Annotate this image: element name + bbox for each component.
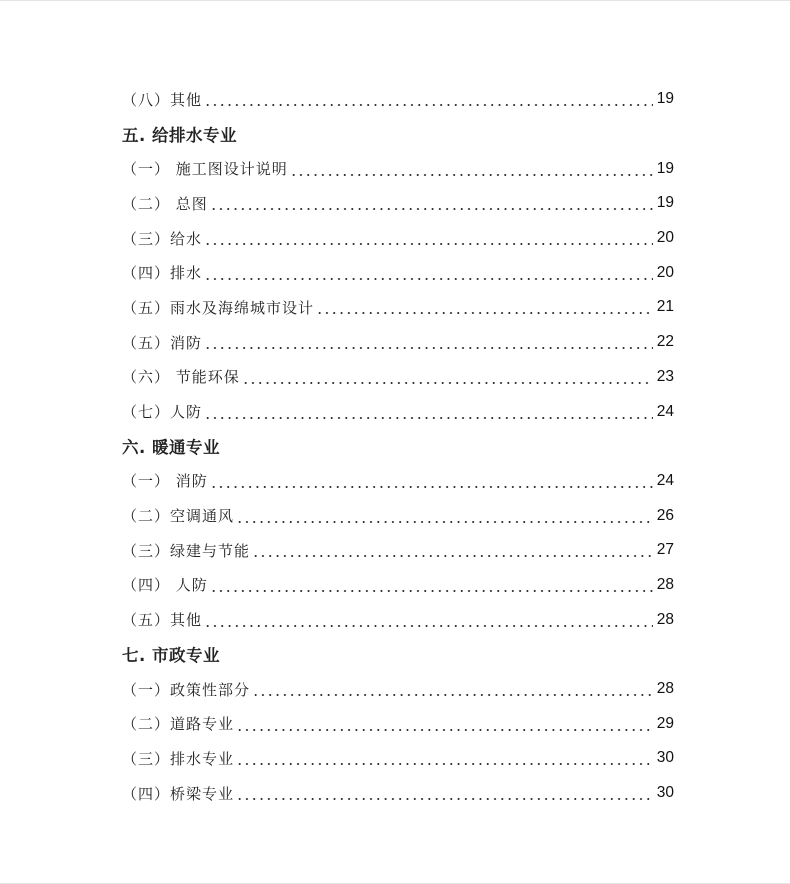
dot-leader	[204, 104, 653, 106]
toc-entry-label: （五）雨水及海绵城市设计	[122, 298, 315, 317]
toc-entry-label: （四）排水	[122, 264, 203, 283]
toc-entry[interactable]	[122, 741, 674, 776]
toc-page-number: 20	[656, 263, 674, 281]
toc-page-number: 30	[656, 749, 674, 767]
toc-entry-label: （二）道路专业	[122, 715, 235, 734]
dot-leader	[242, 382, 653, 384]
toc-page-number: 19	[656, 90, 674, 108]
table-of-contents	[122, 82, 674, 810]
toc-page-number: 28	[656, 680, 674, 698]
dot-leader	[290, 174, 653, 176]
dot-leader	[204, 243, 653, 245]
toc-entry[interactable]	[122, 186, 674, 221]
toc-entry-label: （五）其他	[122, 611, 203, 630]
dot-leader	[252, 555, 653, 557]
toc-entry[interactable]	[122, 706, 674, 741]
dot-leader	[236, 729, 653, 731]
toc-page-number: 19	[656, 159, 674, 177]
dot-leader	[316, 312, 653, 314]
toc-entry-label: （四） 人防	[122, 576, 208, 595]
dot-leader	[252, 694, 653, 696]
toc-entry-label: （六） 节能环保	[122, 368, 240, 387]
toc-entry[interactable]	[122, 776, 674, 811]
toc-entry-label: （三）绿建与节能	[122, 541, 251, 560]
toc-entry[interactable]	[122, 221, 674, 256]
toc-entry-label: （八）其他	[122, 90, 203, 109]
toc-page-number: 19	[656, 194, 674, 212]
toc-entry-label: （三）排水专业	[122, 749, 235, 768]
toc-entry-label: （一） 施工图设计说明	[122, 160, 288, 179]
toc-entry[interactable]	[122, 360, 674, 395]
toc-page-number: 26	[656, 506, 674, 524]
toc-entry[interactable]	[122, 533, 674, 568]
toc-page-number: 24	[656, 471, 674, 489]
toc-entry-label: （一）政策性部分	[122, 680, 251, 699]
dot-leader	[236, 763, 653, 765]
toc-entry-label: （二） 总图	[122, 194, 208, 213]
toc-entry[interactable]	[122, 602, 674, 637]
section-title: 五. 给排水专业	[122, 126, 238, 146]
toc-page-number: 23	[656, 367, 674, 385]
toc-page-number: 20	[656, 229, 674, 247]
dot-leader	[210, 208, 653, 210]
toc-entry[interactable]	[122, 568, 674, 603]
toc-entry[interactable]	[122, 464, 674, 499]
dot-leader	[204, 417, 653, 419]
dot-leader	[210, 486, 653, 488]
dot-leader	[204, 347, 653, 349]
section-title: 七. 市政专业	[122, 646, 221, 666]
toc-entry-label: （三）给水	[122, 229, 203, 248]
toc-entry[interactable]	[122, 498, 674, 533]
toc-entry-label: （七）人防	[122, 403, 203, 422]
dot-leader	[236, 798, 653, 800]
toc-section-heading	[122, 117, 674, 152]
toc-section-heading	[122, 429, 674, 464]
toc-entry-label: （五）消防	[122, 333, 203, 352]
toc-page-number: 28	[656, 610, 674, 628]
dot-leader	[204, 625, 653, 627]
toc-page-number: 24	[656, 402, 674, 420]
toc-section-heading	[122, 637, 674, 672]
dot-leader	[236, 521, 653, 523]
toc-page-number: 21	[656, 298, 674, 316]
toc-page-number: 27	[656, 541, 674, 559]
section-title: 六. 暖通专业	[122, 438, 221, 458]
toc-entry[interactable]	[122, 672, 674, 707]
toc-page-number: 28	[656, 575, 674, 593]
dot-leader	[204, 278, 653, 280]
toc-page-number: 29	[656, 714, 674, 732]
toc-page-number: 22	[656, 333, 674, 351]
dot-leader	[210, 590, 653, 592]
toc-entry[interactable]	[122, 82, 674, 117]
toc-entry-label: （一） 消防	[122, 472, 208, 491]
toc-entry[interactable]	[122, 325, 674, 360]
toc-entry-label: （四）桥梁专业	[122, 784, 235, 803]
toc-entry[interactable]	[122, 255, 674, 290]
toc-entry-label: （二）空调通风	[122, 507, 235, 526]
toc-entry[interactable]	[122, 151, 674, 186]
toc-entry[interactable]	[122, 394, 674, 429]
toc-page-number: 30	[656, 784, 674, 802]
toc-entry[interactable]	[122, 290, 674, 325]
